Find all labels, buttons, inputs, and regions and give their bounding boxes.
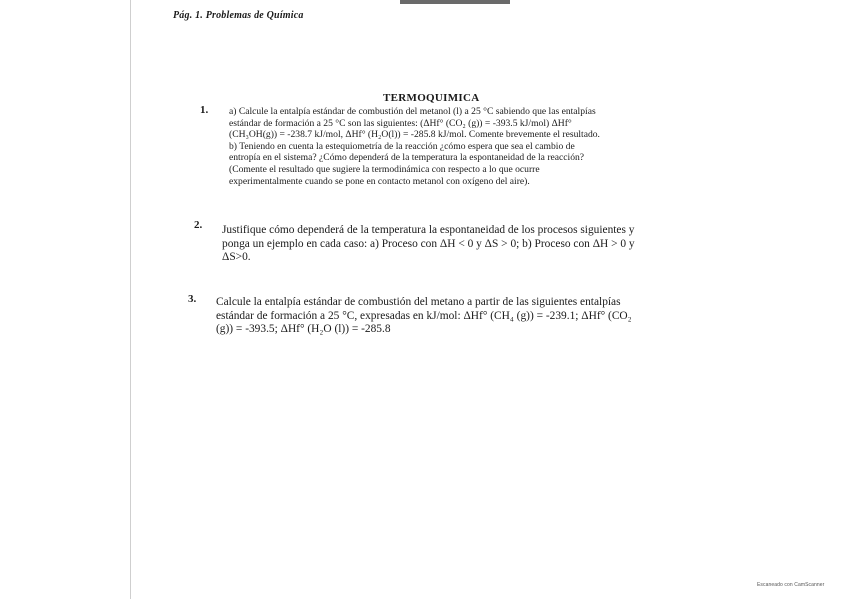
- problem-1-line: (CH₃OH(g)) = -238.7 kJ/mol, ΔHf° (H₂O(l)) = -285.8 kJ/mol. Comente brevemente el resultado.: [229, 129, 600, 141]
- problem-3-line: estándar de formación a 25 °C, expresadas en kJ/mol: ΔHf° (CH₄ (g)) = -239.1; ΔHf° (CO₂: [216, 309, 632, 322]
- problem-3-number: 3.: [188, 293, 197, 305]
- page-header: Pág. 1. Problemas de Química: [173, 10, 304, 21]
- problem-1-text: [229, 106, 600, 187]
- problem-2-number: 2.: [194, 219, 203, 231]
- problem-1-line: entropía en el sistema? ¿Cómo dependerá de la temperatura la espontaneidad de la reacción?: [229, 152, 585, 164]
- problem-2-line: Justifique cómo dependerá de la temperatura la espontaneidad de los procesos siguientes y: [222, 224, 635, 236]
- document-title: TERMOQUIMICA: [383, 92, 480, 104]
- problem-1-line: (Comente el resultado que sugiere la termodinámica con respecto a lo que ocurre: [229, 163, 540, 175]
- problem-3-text: [216, 296, 632, 337]
- problem-3-line: (g)) = -393.5; ΔHf° (H₂O (l)) = -285.8: [216, 323, 391, 336]
- problem-2-text: [222, 224, 635, 265]
- paper-edge: [130, 0, 131, 599]
- problem-1-line: a) Calcule la entalpía estándar de combustión del metanol (l) a 25 °C sabiendo que las entalpías: [229, 106, 596, 117]
- scanner-watermark: Escaneado con CamScanner: [757, 582, 825, 588]
- problem-1-line: b) Teniendo en cuenta la estequiometría de la reacción ¿cómo espera que sea el cambio de: [229, 140, 575, 152]
- problem-1-line: estándar de formación a 25 °C son las siguientes: (ΔHf° (CO₂ (g)) = -393.5 kJ/mol) ΔHf°: [229, 117, 572, 129]
- problem-1-line: experimentalmente cuando se pone en contacto metanol con oxígeno del aire).: [229, 175, 530, 187]
- scan-shadow: [400, 0, 510, 4]
- problem-1-number: 1.: [200, 104, 209, 116]
- problem-3-line: Calcule la entalpía estándar de combustión del metano a partir de las siguientes entalpías: [216, 296, 621, 308]
- problem-2-line: ΔS>0.: [222, 251, 251, 263]
- problem-2-line: ponga un ejemplo en cada caso: a) Proceso con ΔH < 0 y ΔS > 0; b) Proceso con ΔH > 0 y: [222, 237, 635, 250]
